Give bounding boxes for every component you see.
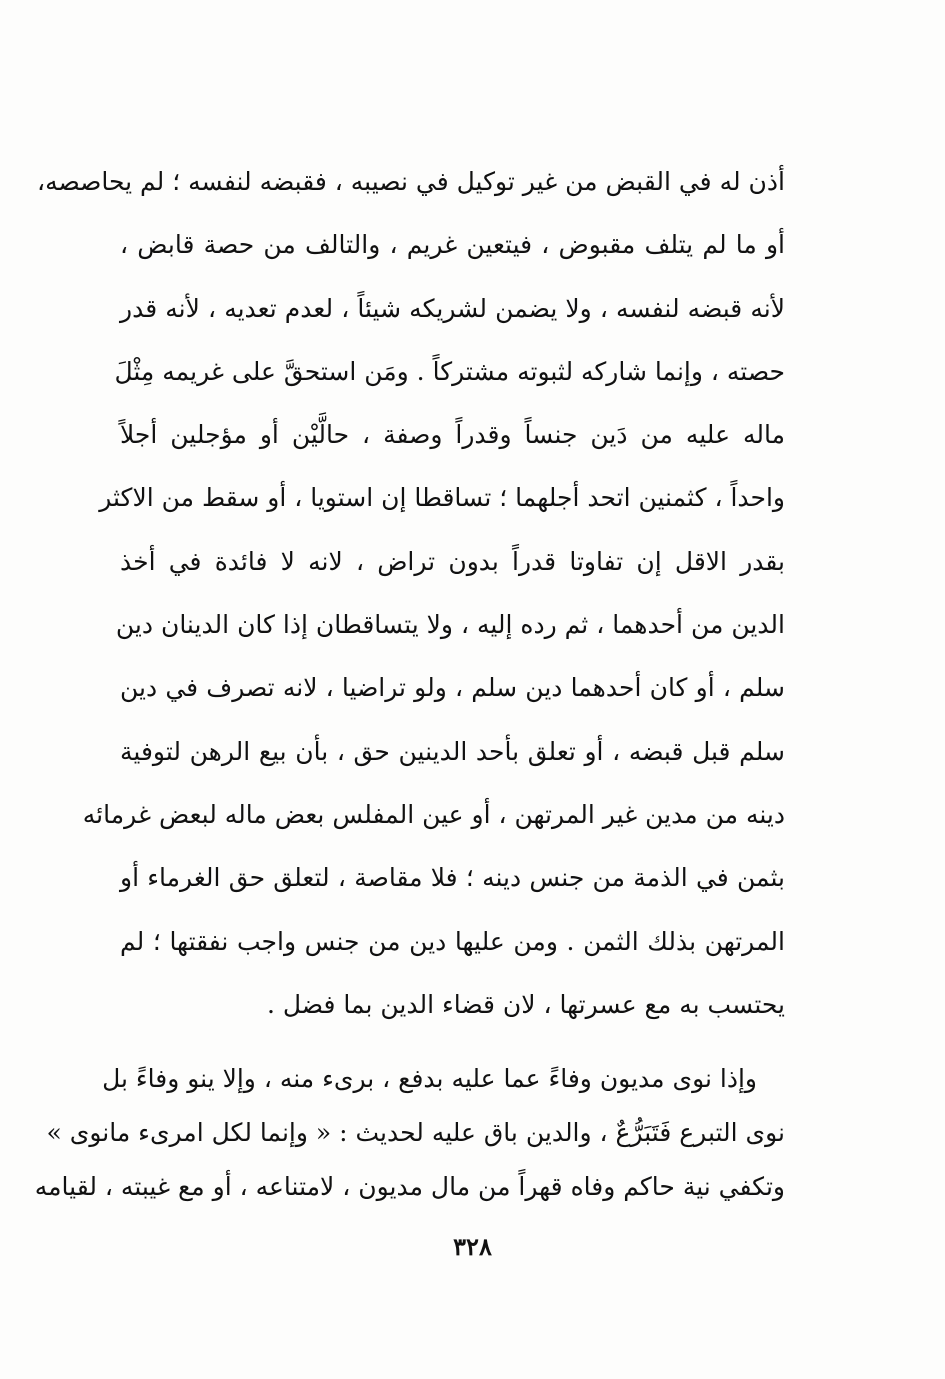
paragraph-1: [37, 150, 785, 1036]
text-line: سلم قبل قبضه ، أو تعلق بأحد الدينين حق ، بأن بيع الرهن لتوفية: [120, 736, 785, 766]
paragraph-2: [34, 1052, 785, 1214]
text-line: وإذا نوى مديون وفاءً عما عليه بدفع ، برىء منه ، وإلا ينو وفاءً بل: [102, 1064, 757, 1094]
text-line: وتكفي نية حاكم وفاه قهراً من مال مديون ، لامتناعه ، أو مع غيبته ، لقيامه: [34, 1172, 785, 1202]
text-line: الدين من أحدهما ، ثم رده إليه ، ولا يتساقطان إذا كان الدينان دين: [115, 610, 785, 640]
text-line: واحداً ، كثمنين اتحد أجلهما ؛ تساقطا إن استويا ، أو سقط من الاكثر: [99, 483, 785, 513]
page-number: ٣٢٨: [453, 1232, 492, 1261]
body-text: [34, 150, 785, 1214]
text-line: أذن له في القبض من غير توكيل في نصيبه ، فقبضه لنفسه ؛ لم يحاصصه،: [37, 167, 785, 196]
text-line: بثمن في الذمة من جنس دينه ؛ فلا مقاصة ، لتعلق حق الغرماء أو: [120, 863, 785, 893]
text-line: لأنه قبضه لنفسه ، ولا يضمن لشريكه شيئاً ، لعدم تعديه ، لأنه قدر: [120, 293, 785, 323]
text-line: سلم ، أو كان أحدهما دين سلم ، ولو تراضيا ، لانه تصرف في دين: [120, 673, 785, 703]
text-line: المرتهن بذلك الثمن . ومن عليها دين من جنس واجب نفقتها ؛ لم: [120, 926, 785, 956]
text-line: أو ما لم يتلف مقبوض ، فيتعين غريم ، والتالف من حصة قابض ،: [120, 230, 785, 260]
text-line: نوى التبرع فَتَبَرُّعٌ ، والدين باق عليه لحديث : « وإنما لكل امرىء مانوى »: [46, 1118, 785, 1148]
text-line: يحتسب به مع عسرتها ، لان قضاء الدين بما فضل .: [266, 989, 785, 1019]
text-line: دينه من مدين غير المرتهن ، أو عين المفلس بعض ماله لبعض غرمائه: [82, 799, 785, 829]
text-line: بقدر الاقل إن تفاوتا قدراً بدون تراض ، لانه لا فائدة في أخذ: [120, 546, 785, 576]
text-line: ماله عليه من دَين جنساً وقدراً وصفة ، حالَّيْن أو مؤجلين أجلاً: [120, 420, 785, 450]
text-line: حصته ، وإنما شاركه لثبوته مشتركاً . ومَن استحقَّ على غريمه مِثْلَ: [114, 356, 785, 386]
